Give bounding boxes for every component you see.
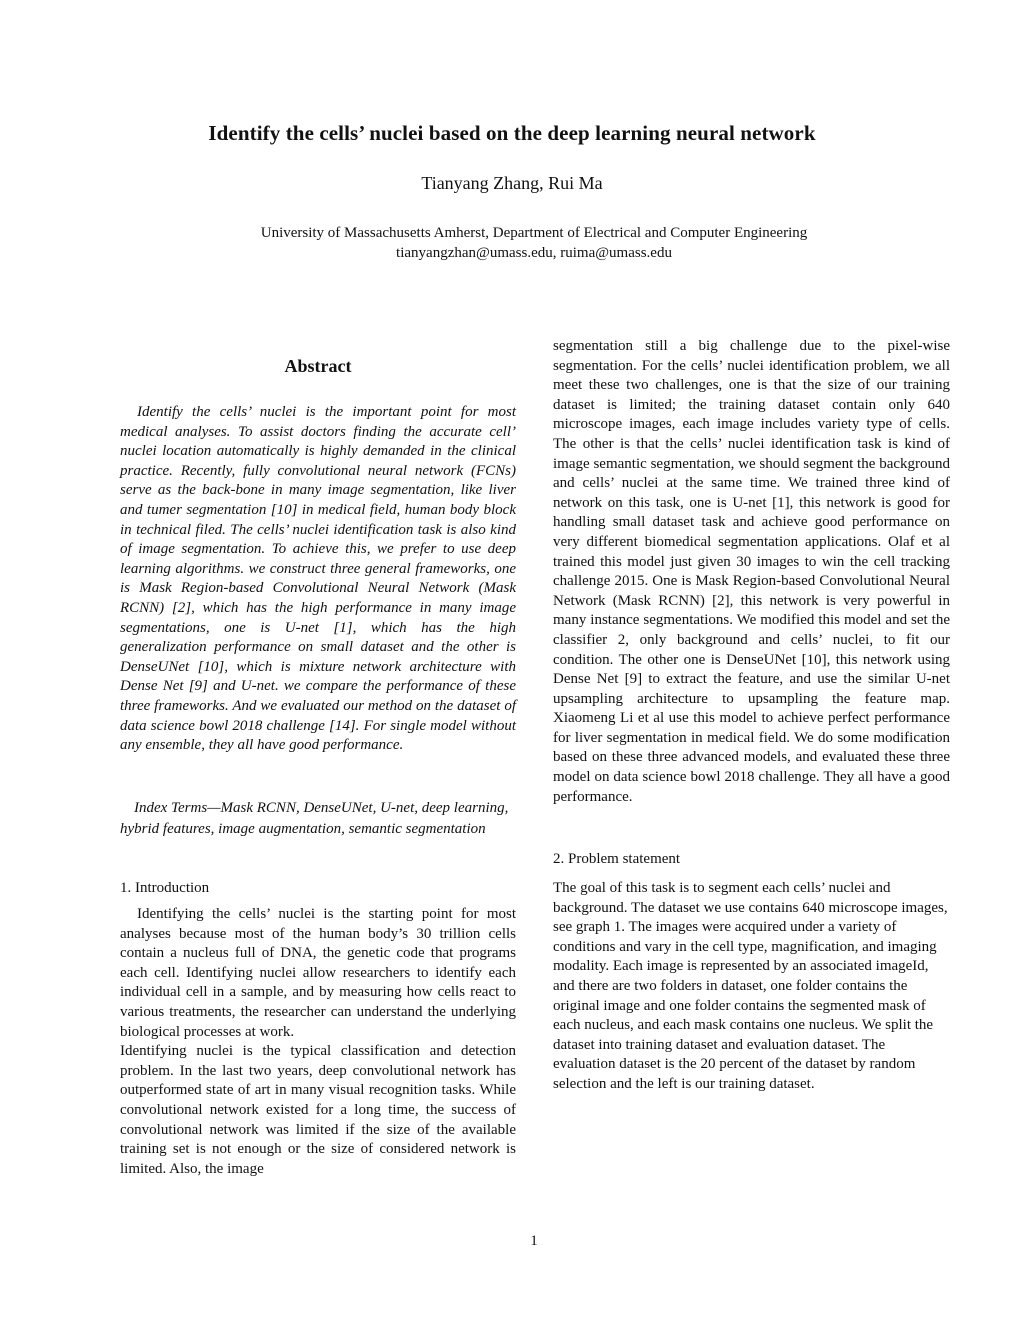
introduction-body <box>120 905 516 1179</box>
abstract-body: Identify the cells’ nuclei is the important point for most medical analyses. To assist doctors finding the accurate cell’ nuclei location automatically is highly demanded in the clinical practice. Recently, fully convolutional neural network (FCNs) serve as the back-bone in many image segmentation, like liver and tumer segmentation [10] in medical field, human body block in technical filed. The cells’ nuclei identification task is also kind of image segmentation. To achieve this, we prefer to use deep learning algorithms. we construct three general frameworks, one is Mask Region-based Convolutional Neural Network (Mask RCNN) [2], which has the high performance in many image segmentations, one is U-net [1], which has the high generalization performance on small dataset and the other is DenseUNet [10], which is mixture network architecture with Dense Net [9] and U-net. we compare the performance of these three frameworks. And we evaluated our method on the dataset of data science bowl 2018 challenge [14]. For single model without any ensemble, they all have good performance. <box>120 404 516 754</box>
index-terms: Index Terms—Mask RCNN, DenseUNet, U-net, deep learning, hybrid features, image augmentation, semantic segmentation <box>120 800 509 837</box>
introduction-paragraph-2: Identifying nuclei is the typical classification and detection problem. In the last two years, deep convolutional network has outperformed state of art in many visual recognition tasks. While convolutional network existed for a long time, the success of convolutional network was limited if the size of the available training set is not enough or the size of considered network is limited. Also, the image <box>120 1043 516 1177</box>
affiliation-block <box>0 223 1024 263</box>
abstract-heading: Abstract <box>284 356 352 376</box>
problem-statement-body: The goal of this task is to segment each cells’ nuclei and background. The dataset we use contains 640 microscope images, see graph 1. The images were acquired under a variety of conditions and vary in the cell type, magnification, and imaging modality. Each image is represented by an associated imageId, and there are two folders in dataset, one folder contains the original image and one folder contains the segmented mask of each nucleus, and each mask contains one nucleus. We split the dataset into training dataset and evaluation dataset. The evaluation dataset is the 20 percent of the dataset by random selection and the left is our training dataset. <box>553 880 948 1092</box>
author-emails: tianyangzhan@umass.edu, ruima@umass.edu <box>396 245 672 261</box>
introduction-paragraph-1: Identifying the cells’ nuclei is the starting point for most analyses because most of the human body’s 30 trillion cells contain a nucleus full of DNA, the genetic code that programs each cell. Identifying nuclei allow researchers to identify each individual cell in a sample, and by measuring how cells react to various treatments, the researcher can understand the underlying biological processes at work. <box>120 906 516 1040</box>
introduction-heading: 1. Introduction <box>120 880 210 896</box>
problem-statement-heading: 2. Problem statement <box>553 851 681 867</box>
introduction-paragraph-3: segmentation still a big challenge due to the pixel-wise segmentation. For the cells’ nuclei identification problem, we all meet these two challenges, one is that the size of our training dataset is limited; the training dataset contain only 640 microscope images, each image includes variety type of cells. The other is that the cells’ nuclei identification task is kind of image semantic segmentation, we should segment the background and cells’ nuclei at the same time. We trained three kind of network on this task, one is U-net [1], this network is good for handling small dataset task and achieve good performance on very different biomedical segmentation applications. Olaf et al trained this model just given 30 images to win the cell tracking challenge 2015. One is Mask Region-based Convolutional Neural Network (Mask RCNN) [2], this network is very powerful in many instance segmentations. We modified this model and set the classifier 2, only background and cells’ nuclei, to fit our condition. The other one is DenseUNet [10], this network using Dense Net [9] to extract the feature, and use the similar U-net upsampling architecture to upsampling the feature map. Xiaomeng Li et al use this model to achieve perfect performance for liver segmentation in medical field. We do some modification based on these three advanced models, and evaluated these three model on data science bowl 2018 challenge. They all have a good performance. <box>553 338 950 805</box>
affiliation: University of Massachusetts Amherst, Department of Electrical and Computer Engineering <box>260 225 808 241</box>
paper-title: Identify the cells’ nuclei based on the deep learning neural network <box>208 121 816 145</box>
page-number: 1 <box>530 1233 538 1249</box>
paper-authors: Tianyang Zhang, Rui Ma <box>421 173 603 193</box>
